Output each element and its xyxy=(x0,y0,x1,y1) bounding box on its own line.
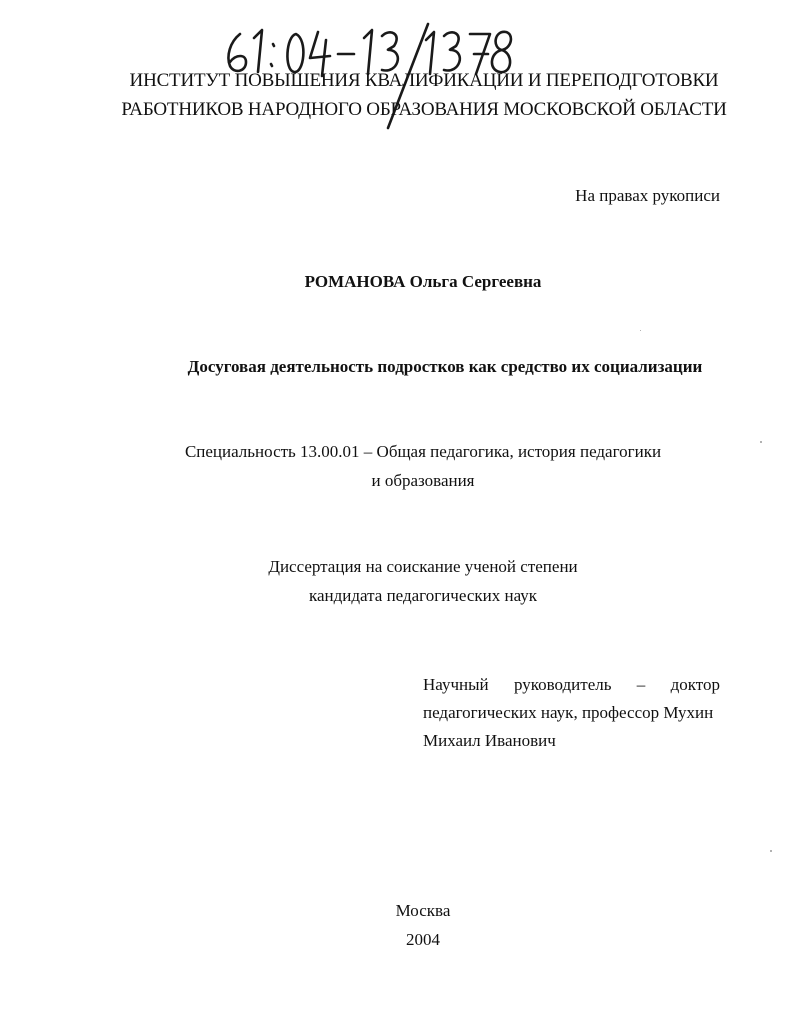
dissertation-degree-line-2: кандидата педагогических наук xyxy=(308,586,538,605)
institute-name-line-1: ИНСТИТУТ ПОВЫШЕНИЯ КВАЛИФИКАЦИИ И ПЕРЕПОДГОТОВКИ xyxy=(129,70,719,91)
scientific-supervisor xyxy=(423,671,720,755)
manuscript-rights-note: На правах рукописи xyxy=(575,186,720,205)
specialty-line-2: и образования xyxy=(371,471,475,490)
dissertation-degree-line-1: Диссертация на соискание ученой степени xyxy=(268,557,578,576)
scan-speck xyxy=(760,441,762,443)
supervisor-word-1: Научный xyxy=(423,675,489,694)
supervisor-word-2: руководитель xyxy=(513,675,612,694)
author-name: РОМАНОВА Ольга Сергеевна xyxy=(304,272,542,291)
institute-name-line-2: РАБОТНИКОВ НАРОДНОГО ОБРАЗОВАНИЯ МОСКОВСКОЙ ОБЛАСТИ xyxy=(121,99,727,120)
supervisor-word-3: – xyxy=(636,675,646,694)
dissertation-title: Досуговая деятельность подростков как средство их социализации xyxy=(187,357,703,376)
specialty-line-1: Специальность 13.00.01 – Общая педагогика, история педагогики xyxy=(184,442,662,461)
supervisor-line-2: педагогических наук, профессор Мухин xyxy=(423,703,714,722)
supervisor-line-3: Михаил Иванович xyxy=(423,731,556,750)
supervisor-line-1 xyxy=(423,671,720,699)
supervisor-word-4: доктор xyxy=(670,675,720,694)
city: Москва xyxy=(395,901,451,920)
scan-speck xyxy=(770,850,772,852)
scan-speck xyxy=(640,330,641,331)
year: 2004 xyxy=(406,930,440,949)
